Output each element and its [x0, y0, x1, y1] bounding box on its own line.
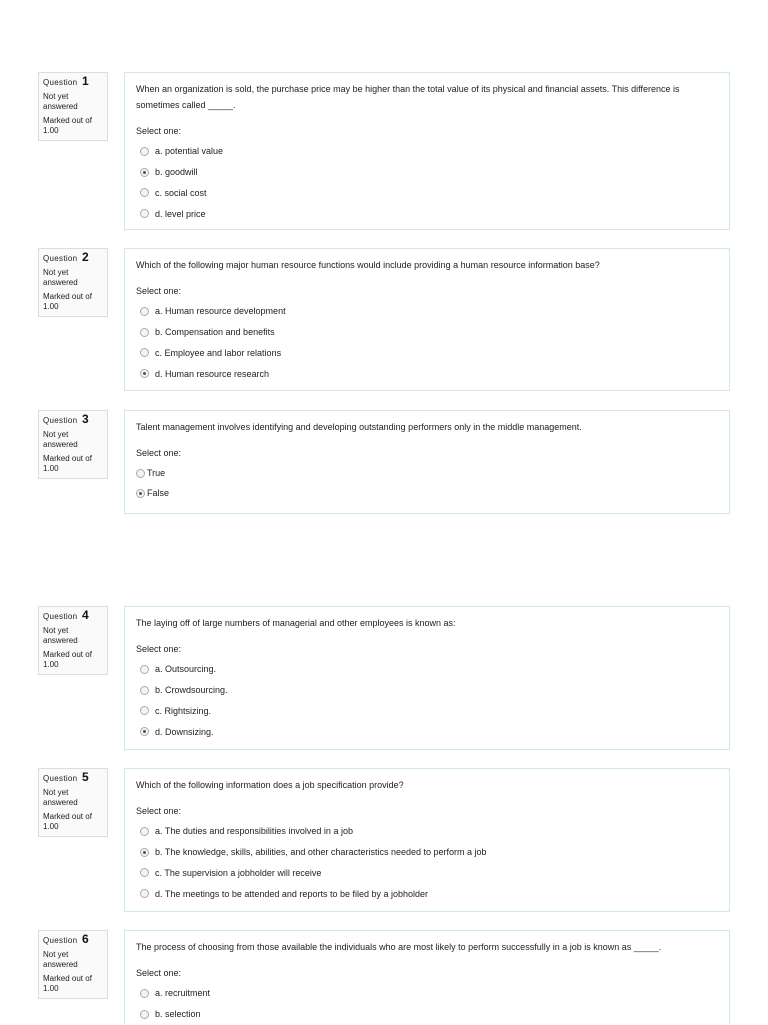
option-label: d. Human resource research	[155, 368, 270, 379]
question-label: Question 4	[43, 608, 89, 622]
question-text: When an organization is sold, the purchase price may be higher than the total value of its physical and financial assets. This difference is sometimes called _____.	[136, 84, 680, 110]
answer-options	[136, 463, 718, 503]
question-state: Not yet answered	[43, 430, 78, 449]
select-one-prompt: Select one:	[136, 968, 182, 978]
question-number: 6	[81, 932, 89, 946]
answer-option[interactable]	[140, 141, 718, 162]
question-grade: Marked out of 1.00	[43, 650, 92, 669]
question-state: Not yet answered	[43, 626, 78, 645]
question-label: Question 6	[43, 932, 89, 946]
question-info	[38, 72, 108, 141]
radio-button[interactable]	[140, 348, 149, 357]
answer-option[interactable]	[140, 883, 718, 904]
option-label: b. Crowdsourcing.	[155, 685, 228, 696]
question-number: 5	[81, 770, 89, 784]
answer-options	[136, 983, 718, 1025]
radio-button[interactable]	[136, 469, 145, 478]
radio-button[interactable]	[140, 889, 149, 898]
option-label: a. The duties and responsibilities involved in a job	[155, 826, 353, 837]
answer-options	[136, 141, 718, 224]
option-label: a. potential value	[155, 146, 224, 157]
question-info	[38, 606, 108, 675]
radio-button[interactable]	[140, 686, 149, 695]
radio-button[interactable]	[140, 147, 149, 156]
question-number: 2	[81, 250, 89, 264]
answer-option[interactable]	[140, 842, 718, 863]
question-content	[124, 768, 730, 912]
question-state: Not yet answered	[43, 268, 78, 287]
option-label: c. social cost	[155, 187, 207, 198]
question-grade: Marked out of 1.00	[43, 292, 92, 311]
question-number: 1	[81, 74, 89, 88]
radio-button[interactable]	[140, 209, 149, 218]
radio-button[interactable]	[140, 848, 149, 857]
option-label: b. The knowledge, skills, abilities, and other characteristics needed to perform a job	[155, 847, 487, 858]
answer-option[interactable]	[140, 322, 718, 343]
question-label: Question 5	[43, 770, 89, 784]
radio-button[interactable]	[140, 706, 149, 715]
question-grade: Marked out of 1.00	[43, 116, 92, 135]
question-state: Not yet answered	[43, 92, 78, 111]
option-label: True	[147, 468, 166, 478]
radio-button[interactable]	[140, 188, 149, 197]
select-one-prompt: Select one:	[136, 644, 182, 654]
option-label: a. Human resource development	[155, 306, 286, 317]
question-info	[38, 410, 108, 479]
question-text: The process of choosing from those available the individuals who are most likely to perform successfully in a job is known as _____.	[136, 942, 662, 952]
answer-option-true[interactable]	[136, 463, 718, 483]
option-label: b. selection	[155, 1009, 201, 1020]
question-label: Question 1	[43, 74, 89, 88]
option-label: c. The supervision a jobholder will receive	[155, 867, 322, 878]
radio-button[interactable]	[136, 489, 145, 498]
answer-option[interactable]	[140, 1004, 718, 1025]
question-content	[124, 72, 730, 230]
question-grade: Marked out of 1.00	[43, 454, 92, 473]
answer-option[interactable]	[140, 863, 718, 884]
radio-button[interactable]	[140, 827, 149, 836]
question-text: Which of the following major human resource functions would include providing a human resource information base?	[136, 260, 600, 270]
answer-option[interactable]	[140, 343, 718, 364]
radio-button[interactable]	[140, 727, 149, 736]
question-label: Question 2	[43, 250, 89, 264]
question-number: 4	[81, 608, 89, 622]
option-label: b. goodwill	[155, 167, 198, 178]
select-one-prompt: Select one:	[136, 806, 182, 816]
radio-button[interactable]	[140, 868, 149, 877]
radio-button[interactable]	[140, 168, 149, 177]
answer-option[interactable]	[140, 680, 718, 701]
option-label: b. Compensation and benefits	[155, 327, 275, 338]
option-label: a. Outsourcing.	[155, 664, 217, 675]
option-label: c. Employee and labor relations	[155, 347, 282, 358]
option-label: False	[147, 488, 170, 498]
question-info	[38, 248, 108, 317]
question-label: Question 3	[43, 412, 89, 426]
answer-option-false[interactable]	[136, 483, 718, 503]
answer-option[interactable]	[140, 301, 718, 322]
radio-button[interactable]	[140, 307, 149, 316]
answer-option[interactable]	[140, 363, 718, 384]
radio-button[interactable]	[140, 369, 149, 378]
answer-options	[136, 821, 718, 904]
select-one-prompt: Select one:	[136, 126, 182, 136]
question-number: 3	[81, 412, 89, 426]
question-grade: Marked out of 1.00	[43, 974, 92, 993]
answer-option[interactable]	[140, 821, 718, 842]
question-content	[124, 606, 730, 750]
question-text: Talent management involves identifying and developing outstanding performers only in the middle management.	[136, 422, 582, 432]
answer-option[interactable]	[140, 183, 718, 204]
question-info	[38, 930, 108, 999]
question-grade: Marked out of 1.00	[43, 812, 92, 831]
question-text: The laying off of large numbers of managerial and other employees is known as:	[136, 618, 456, 628]
answer-option[interactable]	[140, 659, 718, 680]
option-label: d. level price	[155, 208, 206, 219]
radio-button[interactable]	[140, 989, 149, 998]
question-state: Not yet answered	[43, 950, 78, 969]
question-content	[124, 410, 730, 514]
select-one-prompt: Select one:	[136, 286, 182, 296]
select-one-prompt: Select one:	[136, 448, 182, 458]
option-label: d. The meetings to be attended and reports to be filed by a jobholder	[155, 888, 429, 899]
answer-option[interactable]	[140, 203, 718, 224]
answer-option[interactable]	[140, 721, 718, 742]
option-label: c. Rightsizing.	[155, 705, 212, 716]
question-text: Which of the following information does a job specification provide?	[136, 780, 404, 790]
answer-option[interactable]	[140, 983, 718, 1004]
question-state: Not yet answered	[43, 788, 78, 807]
radio-button[interactable]	[140, 1010, 149, 1019]
option-label: a. recruitment	[155, 988, 211, 999]
question-info	[38, 768, 108, 837]
answer-options	[136, 659, 718, 742]
radio-button[interactable]	[140, 328, 149, 337]
answer-option[interactable]	[140, 162, 718, 183]
question-content	[124, 930, 730, 1024]
option-label: d. Downsizing.	[155, 726, 214, 737]
radio-button[interactable]	[140, 665, 149, 674]
question-content	[124, 248, 730, 391]
answer-options	[136, 301, 718, 384]
answer-option[interactable]	[140, 701, 718, 722]
